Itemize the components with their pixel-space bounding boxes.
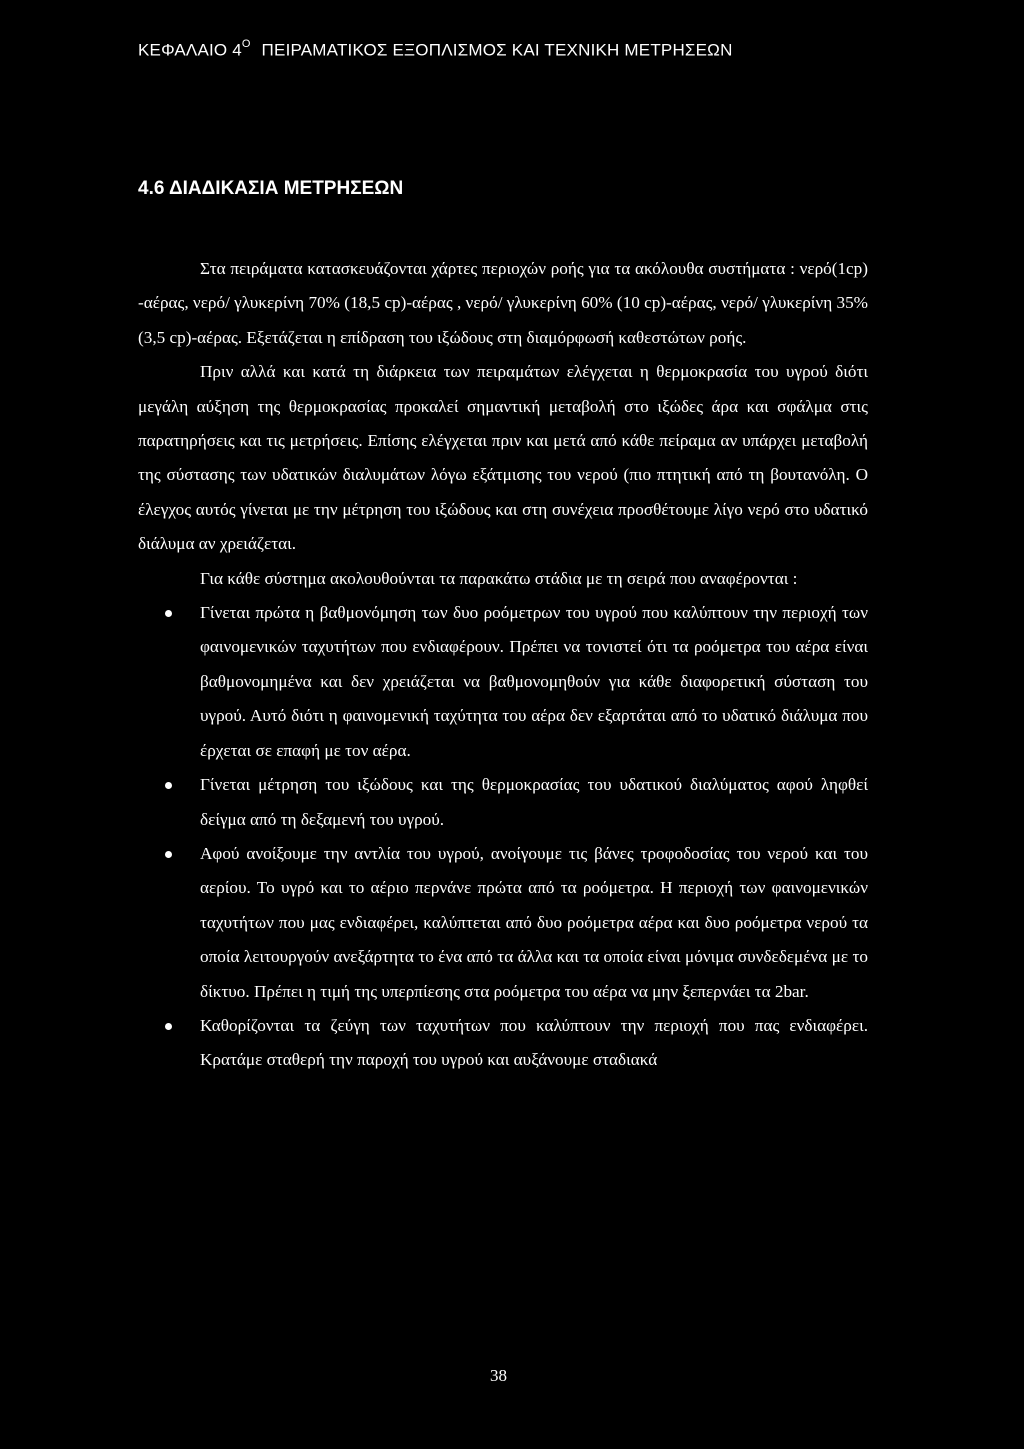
bullet-icon: [165, 851, 172, 858]
stages-list: [138, 596, 868, 1078]
list-item: [138, 1009, 868, 1078]
body-content: [138, 252, 868, 1078]
bullet-icon: [165, 1023, 172, 1030]
chapter-header: [138, 40, 878, 61]
chapter-header-title: ΠΕΙΡΑΜΑΤΙΚΟΣ ΕΞΟΠΛΙΣΜΟΣ ΚΑΙ ΤΕΧΝΙΚΗ ΜΕΤΡΗΣΕΩΝ: [261, 40, 733, 60]
page-number: 38: [490, 1366, 507, 1385]
bullet-icon: [165, 782, 172, 789]
list-item-text: Γίνεται μέτρηση του ιξώδους και της θερμοκρασίας του υδατικού διαλύματος αφού ληφθεί δείγμα από τη δεξαμενή του υγρού.: [200, 775, 868, 829]
bullet-icon: [165, 610, 172, 617]
chapter-header-number: ΚΕΦΑΛΑΙΟ 4: [138, 40, 242, 60]
list-item-text: Καθορίζονται τα ζεύγη των ταχυτήτων που καλύπτουν την περιοχή που πας ενδιαφέρει. Κρατάμε σταθερή την παροχή του υγρού και αυξάνουμε σταδιακά: [200, 1015, 868, 1070]
section-title: 4.6 ΔΙΑΔΙΚΑΣΙΑ ΜΕΤΡΗΣΕΩΝ: [138, 178, 404, 199]
paragraph-stages-intro: Για κάθε σύστημα ακολουθούνται τα παρακάτω στάδια με τη σειρά που αναφέρονται :: [200, 568, 798, 588]
list-item-text: Αφού ανοίξουμε την αντλία του υγρού, ανοίγουμε τις βάνες τροφοδοσίας του νερού και του αερίου. Το υγρό και το αέριο περνάνε πρώτα από τα ροόμετρα. Η περιοχή των φαινομενικών ταχυτήτων που μας ενδιαφέρει, καλύπτεται από δυο ροόμετρα αέρα και δυο ροόμετρα νερού τα οποία λειτουργούν ανεξάρτητα το ένα από τα άλλα και τα οποία είναι μόνιμα συνδεδεμένα με το δίκτυο. Πρέπει η τιμή της υπερπίεσης στα ροόμετρα του αέρα να μην ξεπερνάει τα 2bar.: [200, 843, 868, 1001]
list-item-text: Γίνεται πρώτα η βαθμονόμηση των δυο ροόμετρων του υγρού που καλύπτουν την περιοχή των φαινομενικών ταχυτήτων που ενδιαφέρουν. Πρέπει να τονιστεί ότι τα ροόμετρα του αέρα είναι βαθμονομημένα και δεν χρειάζεται να βαθμονομηθούν για κάθε διαφορετική σύσταση του υγρού. Αυτό διότι η φαινομενική ταχύτητα του αέρα δεν εξαρτάται από το υδατικό διάλυμα που έρχεται σε επαφή με τον αέρα.: [200, 603, 868, 760]
list-item: [138, 768, 868, 837]
list-item: [138, 596, 868, 768]
chapter-header-superscript: Ο: [241, 38, 251, 50]
paragraph-temperature-control: Πριν αλλά και κατά τη διάρκεια των πειραμάτων ελέγχεται η θερμοκρασία του υγρού διότι μεγάλη αύξηση της θερμοκρασίας προκαλεί σημαντική μεταβολή στο ιξώδες άρα και σφάλμα στις παρατηρήσεις και τις μετρήσεις. Επίσης ελέγχεται πριν και μετά από κάθε πείραμα αν υπάρχει μεταβολή της σύστασης των υδατικών διαλυμάτων λόγω εξάτμισης του νερού (πιο πτητική από τη βουτανόλη. Ο έλεγχος αυτός γίνεται με την μέτρηση του ιξώδους και στη συνέχεια προσθέτουμε λίγο νερό στο υδατικό διάλυμα αν χρειάζεται.: [138, 362, 868, 554]
list-item: [138, 837, 868, 1009]
paragraph-systems: Στα πειράματα κατασκευάζονται χάρτες περιοχών ροής για τα ακόλουθα συστήματα : νερό(1cp) -αέρας, νερό/ γλυκερίνη 70% (18,5 cp)-αέρας , νερό/ γλυκερίνη 60% (10 cp)-αέρας, νερό/ γλυκερίνη 35% (3,5 cp)-αέρας. Εξετάζεται η επίδραση του ιξώδους στη διαμόρφωσή καθεστώτων ροής.: [138, 259, 868, 347]
